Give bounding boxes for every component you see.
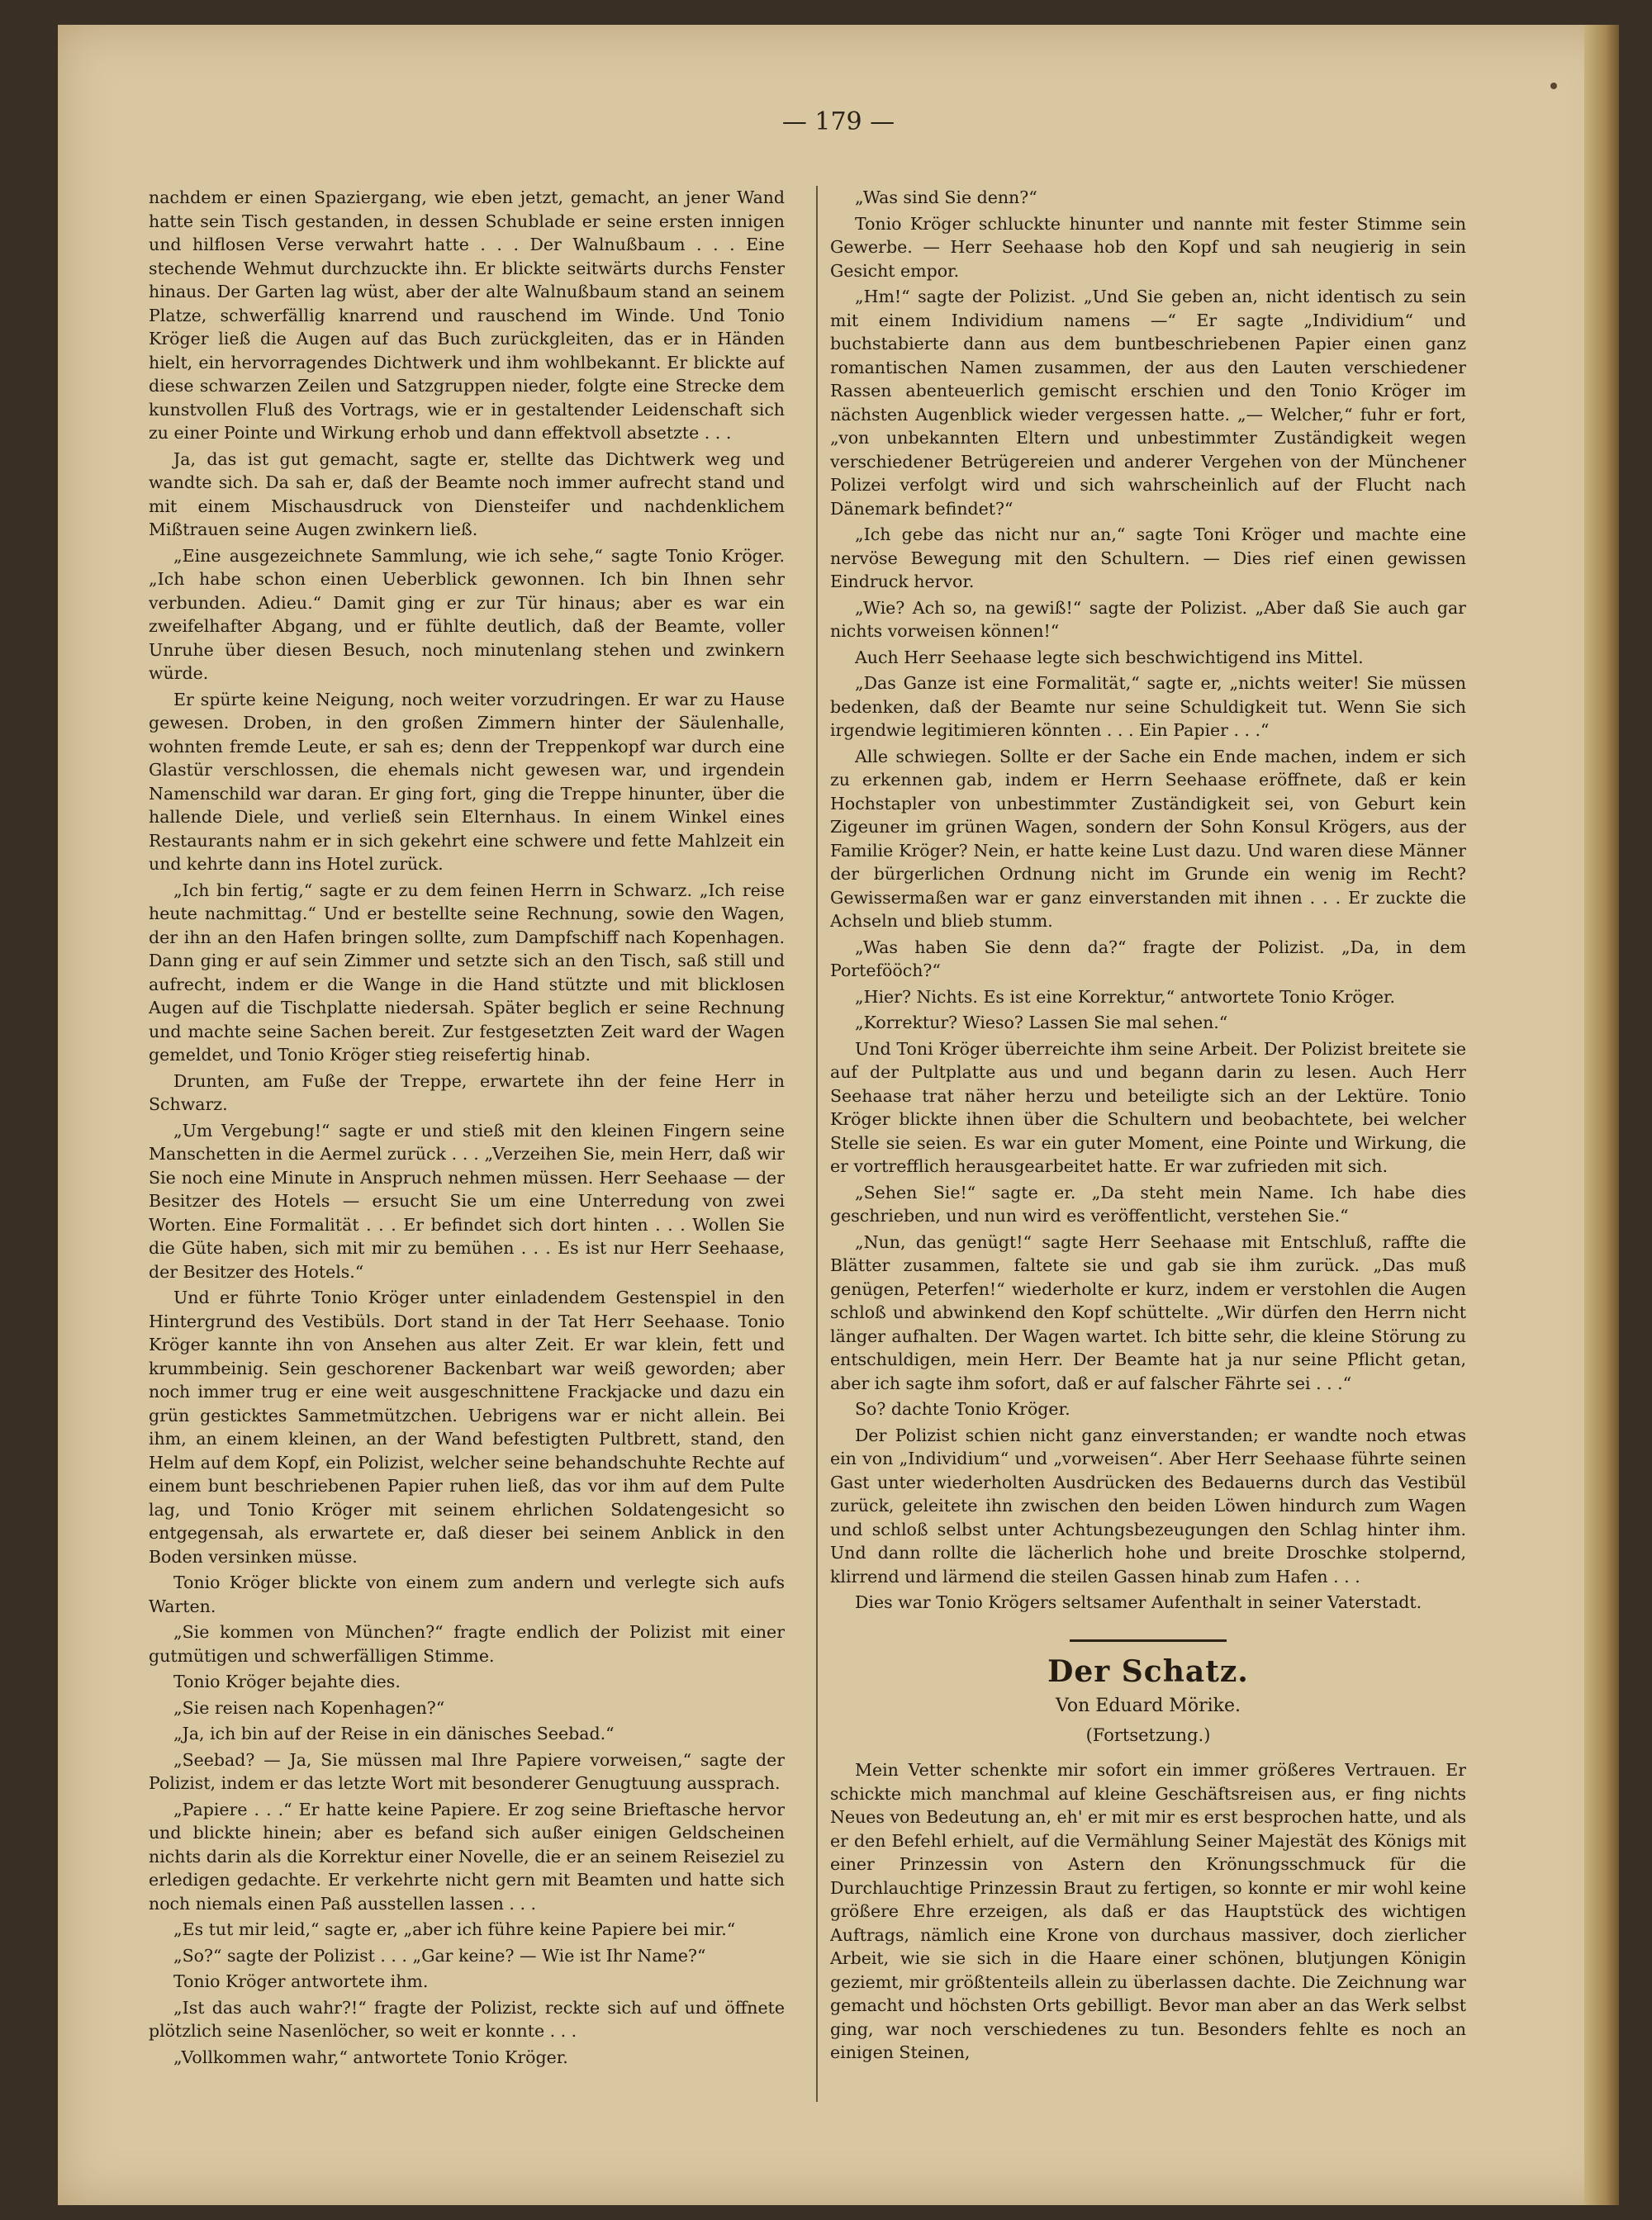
continuation-note: (Fortsetzung.)	[1085, 1724, 1211, 1745]
paragraph: „Hm!“ sagte der Polizist. „Und Sie geben an, nicht identisch zu sein mit einem Individium namens —“ Er sagte „Individium“ und buchstabierte dann aus dem buntbeschriebenen Papier einen ganz romantischen Namen zusammen, der aus den Lauten verschiedener Rassen abenteuerlich gemischt erschien und den Tonio Kröger im nächsten Augenblick wieder vergessen hatte. „— Welcher,“ fuhr er fort, „von unbekannten Eltern und unbestimmter Zuständigkeit wegen verschiedener Betrügereien und anderer Vergehen von der Münchener Polizei verfolgt wird und sich wahrscheinlich auf der Flucht nach Dänemark befindet?“	[830, 287, 1466, 519]
paragraph: „Ich bin fertig,“ sagte er zu dem feinen Herrn in Schwarz. „Ich reise heute nachmittag.“ Und er bestellte seine Rechnung, sowie den Wagen, der ihn an den Hafen bringen sollte, zum Dampfschiff nach Kopenhagen. Dann ging er auf sein Zimmer und setzte sich an den Tisch, saß still und aufrecht, indem er die Wange in die Hand stützte und mit blicklosen Augen auf die Tischplatte niedersah. Später beglich er seine Rechnung und machte seine Sachen bereit. Zur festgesetzten Zeit ward der Wagen gemeldet, und Tonio Kröger stieg reisefertig hinab.	[149, 880, 785, 1065]
right-column	[830, 186, 1466, 2110]
paragraph: Tonio Kröger antwortete ihm.	[173, 1971, 429, 1991]
paragraph: „So?“ sagte der Polizist . . . „Gar keine? — Wie ist Ihr Name?“	[173, 1945, 706, 1966]
paragraph: „Wie? Ach so, na gewiß!“ sagte der Polizist. „Aber daß Sie auch gar nichts vorweisen können!“	[830, 597, 1466, 641]
paragraph: „Ist das auch wahr?!“ fragte der Polizist, reckte sich auf und öffnete plötzlich seine Nasenlöcher, so weit er konnte . . .	[149, 1997, 785, 2041]
paragraph: Tonio Kröger blickte von einem zum andern und verlegte sich aufs Warten.	[149, 1572, 785, 1616]
paragraph: „Sie reisen nach Kopenhagen?“	[173, 1697, 445, 1718]
story-byline: Von Eduard Mörike.	[1056, 1696, 1241, 1716]
left-column	[149, 186, 785, 2110]
paragraph: „Papiere . . .“ Er hatte keine Papiere. Er zog seine Brieftasche hervor und blickte hinein; aber es befand sich außer einigen Geldscheinen nichts darin als die Korrektur einer Novelle, die er an seinem Reiseziel zu erledigen gedachte. Er verkehrte nicht gern mit Beamten und hatte sich noch niemals einen Paß ausstellen lassen . . .	[149, 1799, 785, 1914]
paragraph: Tonio Kröger bejahte dies.	[173, 1672, 401, 1691]
binding-edge	[1584, 25, 1619, 2205]
paragraph: „Was sind Sie denn?“	[855, 187, 1037, 207]
paragraph: „Um Vergebung!“ sagte er und stieß mit den kleinen Fingern seine Manschetten in die Aermel zurück . . . „Verzeihen Sie, mein Herr, daß wir Sie noch eine Minute in Anspruch nehmen müssen. Herr Seehaase — der Besitzer des Hotels — ersucht Sie um eine Unterredung von zwei Worten. Eine Formalität . . . Er befindet sich dort hinten . . . Wollen Sie die Güte haben, sich mit mir zu bemühen . . . Es ist nur Herr Seehaase, der Besitzer des Hotels.“	[149, 1120, 785, 1282]
paragraph: „Es tut mir leid,“ sagte er, „aber ich führe keine Papiere bei mir.“	[173, 1919, 736, 1939]
paragraph: Und er führte Tonio Kröger unter einladendem Gestenspiel in den Hintergrund des Vestibüls. Dort stand in der Tat Herr Seehaase. Tonio Kröger kannte ihn von Ansehen aus alter Zeit. Er war klein, fett und krummbeinig. Sein geschorener Backenbart war weiß geworden; aber noch immer trug er eine weit ausgeschnittene Frackjacke und dazu ein grün gesticktes Sammetmützchen. Uebrigens war er nicht allein. Bei ihm, an einem kleinen, an der Wand befestigten Pultbrett, stand, den Helm auf dem Kopf, ein Polizist, welcher seine behandschuhte Rechte auf einem bunt beschriebenen Papier ruhen ließ, das vor ihm auf dem Pulte lag, und Tonio Kröger mit seinem ehrlichen Soldatengesicht so entgegensah, als erwartete er, daß dieser bei seinem Anblick in den Boden versinken müsse.	[149, 1288, 785, 1567]
column-rule	[816, 186, 818, 2102]
paragraph: „Korrektur? Wieso? Lassen Sie mal sehen.“	[855, 1013, 1228, 1032]
paragraph: „Vollkommen wahr,“ antwortete Tonio Kröger.	[173, 2047, 568, 2067]
paragraph: „Ja, ich bin auf der Reise in ein dänisches Seebad.“	[173, 1724, 615, 1743]
paragraph: „Seebad? — Ja, Sie müssen mal Ihre Papiere vorweisen,“ sagte der Polizist, indem er das letzte Wort mit besonderer Genugtuung aussprach.	[149, 1749, 785, 1793]
paragraph: Er spürte keine Neigung, noch weiter vorzudringen. Er war zu Hause gewesen. Droben, in den großen Zimmern hinter der Säulenhalle, wohnten fremde Leute, er sah es; denn der Treppenkopf war durch eine Glastür verschlossen, die ehemals nicht gewesen war, und irgendein Namenschild war daran. Er ging fort, ging die Treppe hinunter, über die hallende Diele, und verließ sein Elternhaus. In einem Winkel eines Restaurants nahm er in sich gekehrt eine schwere und fette Mahlzeit ein und kehrte dann ins Hotel zurück.	[149, 689, 785, 874]
section-divider	[1070, 1639, 1227, 1642]
paragraph: „Was haben Sie denn da?“ fragte der Polizist. „Da, in dem Portefööch?“	[830, 937, 1466, 980]
page-number: — 179 —	[781, 107, 895, 136]
paragraph: „Ich gebe das nicht nur an,“ sagte Toni Kröger und machte eine nervöse Bewegung mit den Schultern. — Dies rief einen gewissen Eindruck hervor.	[830, 524, 1466, 591]
paragraph: Tonio Kröger schluckte hinunter und nannte mit fester Stimme sein Gewerbe. — Herr Seehaase hob den Kopf und sah neugierig in sein Gesicht empor.	[830, 213, 1466, 281]
newspaper-page	[58, 25, 1619, 2205]
paragraph: Ja, das ist gut gemacht, sagte er, stellte das Dichtwerk weg und wandte sich. Da sah er, daß der Beamte noch immer aufrecht stand und mit einem Mischausdruck von Diensteifer und nachdenklichem Mißtrauen seine Augen zwinkern ließ.	[149, 448, 785, 539]
paragraph: Auch Herr Seehaase legte sich beschwichtigend ins Mittel.	[855, 647, 1364, 667]
paragraph: Der Polizist schien nicht ganz einverstanden; er wandte noch etwas ein von „Individium“ und „vorweisen“. Aber Herr Seehaase führte seinen Gast unter wiederholten Ausdrücken des Bedauerns durch das Vestibül zurück, geleitete ihn zwischen den beiden Löwen hindurch zum Wagen und schloß selbst unter Achtungsbezeugungen den Schlag hinter ihm. Und dann rollte die lächerlich hohe und breite Droschke stolpernd, klirrend und lärmend die steilen Gassen hinab zum Hafen . . .	[830, 1425, 1466, 1587]
paragraph: Drunten, am Fuße der Treppe, erwartete ihn der feine Herr in Schwarz.	[149, 1070, 785, 1114]
paragraph: „Nun, das genügt!“ sagte Herr Seehaase mit Entschluß, raffte die Blätter zusammen, faltete sie und gab sie ihm zurück. „Das muß genügen, Peterfen!“ wiederholte er kurz, indem er verstohlen die Augen schloß und abwinkend den Kopf schüttelte. „Wir dürfen den Herrn nicht länger aufhalten. Der Wagen wartet. Ich bitte sehr, die kleine Störung zu entschuldigen, mein Herr. Der Beamte hat ja nur seine Pflicht getan, aber ich sagte ihm sofort, daß er auf falscher Fährte sei . . .“	[830, 1231, 1466, 1393]
paragraph: „Hier? Nichts. Es ist eine Korrektur,“ antwortete Tonio Kröger.	[855, 986, 1396, 1007]
paragraph: nachdem er einen Spaziergang, wie eben jetzt, gemacht, an jener Wand hatte sein Tisch gestanden, in dessen Schublade er seine ersten innigen und hilflosen Verse verwahrt hatte . . . Der Walnußbaum . . . Eine stechende Wehmut durchzuckte ihn. Er blickte seitwärts durchs Fenster hinaus. Der Garten lag wüst, aber der alte Walnußbaum stand an seinem Platze, schwerfällig knarrend und rauschend im Winde. Und Tonio Kröger ließ die Augen auf das Buch zurückgleiten, das er in Händen hielt, ein hervorragendes Dichtwerk und ihm wohlbekannt. Er blickte auf diese schwarzen Zeilen und Satzgruppen nieder, folgte eine Strecke dem kunstvollen Fluß des Vortrags, wie er in gestaltender Leidenschaft sich zu einer Pointe und Wirkung erhob und dann effektvoll absetzte . . .	[149, 187, 785, 443]
paragraph: Und Toni Kröger überreichte ihm seine Arbeit. Der Polizist breitete sie auf der Pultplatte aus und und begann darin zu lesen. Auch Herr Seehaase trat näher herzu und beteiligte sich an der Lektüre. Tonio Kröger blickte ihnen über die Schultern und beobachtete, bei welcher Stelle sie seien. Es war ein guter Moment, eine Pointe und Wirkung, die er vortrefflich herausgearbeitet hatte. Er war zufrieden mit sich.	[830, 1038, 1466, 1176]
paragraph: Dies war Tonio Krögers seltsamer Aufenthalt in seiner Vaterstadt.	[855, 1592, 1422, 1612]
paragraph: „Sehen Sie!“ sagte er. „Da steht mein Name. Ich habe dies geschrieben, und nun wird es veröffentlicht, verstehen Sie.“	[830, 1182, 1466, 1226]
paragraph: „Das Ganze ist eine Formalität,“ sagte er, „nichts weiter! Sie müssen bedenken, daß der Beamte nur seine Schuldigkeit tut. Wenn Sie sich irgendwie legitimieren könnten . . . Ein Papier . . .“	[830, 673, 1466, 740]
paragraph: Alle schwiegen. Sollte er der Sache ein Ende machen, indem er sich zu erkennen gab, indem er Herrn Seehaase eröffnete, daß er kein Hochstapler von unbestimmter Zuständigkeit sei, von Geburt kein Zigeuner im grünen Wagen, sondern der Sohn Konsul Krögers, aus der Familie Kröger? Nein, er hatte keine Lust dazu. Und waren diese Männer der bürgerlichen Ordnung nicht im Grunde ein wenig im Recht? Gewissermaßen war er ganz einverstanden mit ihnen . . . Er zuckte die Achseln und blieb stumm.	[830, 746, 1466, 931]
paragraph: „Sie kommen von München?“ fragte endlich der Polizist mit einer gutmütigen und schwerfälligen Stimme.	[149, 1622, 785, 1666]
story-title: Der Schatz.	[1047, 1653, 1249, 1689]
paragraph: So? dachte Tonio Kröger.	[855, 1399, 1070, 1419]
paragraph: Mein Vetter schenkte mir sofort ein immer größeres Vertrauen. Er schickte mich manchmal auf kleine Geschäftsreisen aus, er fing nichts Neues von Bedeutung an, eh' er mit mir es erst besprochen hatte, und als er den Befehl erhielt, auf die Vermählung Seiner Majestät des Königs mit einer Prinzessin von Astern den Krönungsschmuck für die Durchlauchtige Prinzessin Braut zu fertigen, so konnte er mir wohl keine größere Ehre erzeigen, als daß er das Hauptstück des wichtigen Auftrags, nämlich eine Krone von durchaus massiver, doch zierlicher Arbeit, wie sie sich in die Haare einer schönen, blutjungen Königin geziemt, mir größtenteils allein zu überlassen dachte. Die Zeichnung war gemacht und höchsten Orts gebilligt. Bevor man aber an das Werk selbst ging, war noch verschiedenes zu tun. Besonders fehlte es noch an einigen Steinen,	[830, 1760, 1466, 2062]
ink-spot	[1550, 83, 1557, 89]
paragraph: „Eine ausgezeichnete Sammlung, wie ich sehe,“ sagte Tonio Kröger. „Ich habe schon einen Ueberblick gewonnen. Ich bin Ihnen sehr verbunden. Adieu.“ Damit ging er zur Tür hinaus; aber es war ein zweifelhafter Abgang, und er fühlte deutlich, daß der Beamte, voller Unruhe über diesen Besuch, noch minutenlang stehen und zwinkern würde.	[149, 545, 785, 683]
